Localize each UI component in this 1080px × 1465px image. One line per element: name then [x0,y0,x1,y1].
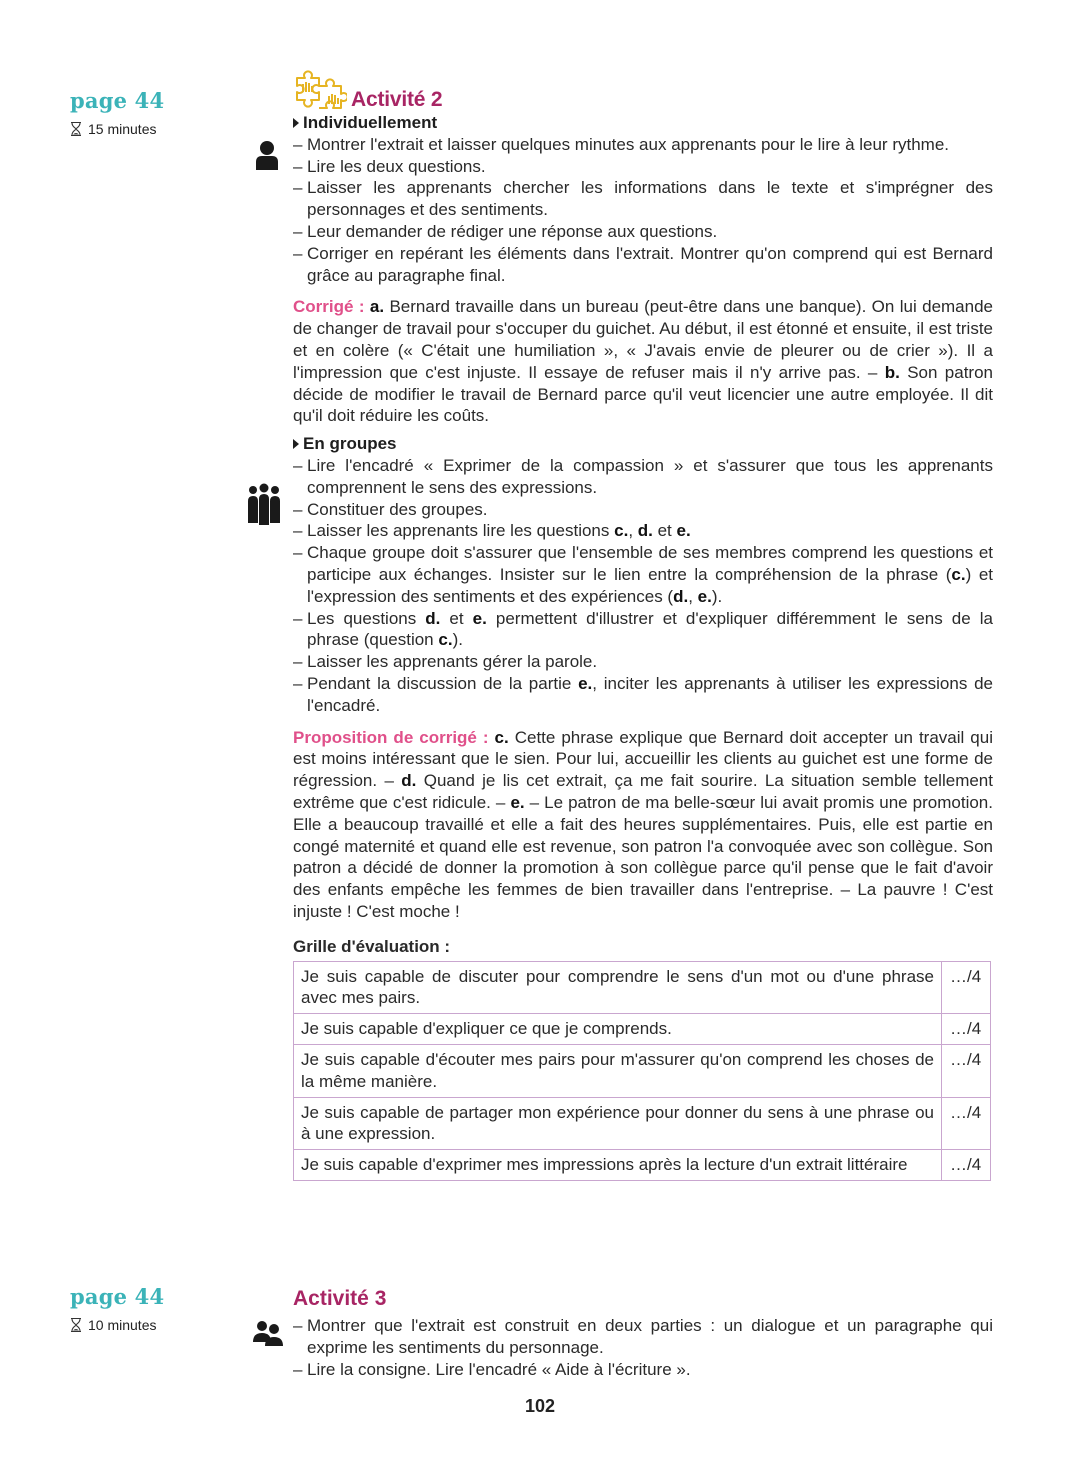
caret-right-icon [293,439,299,449]
list-item: – Constituer des groupes. [293,499,993,521]
activity-2-header [293,66,993,112]
table-row [294,961,991,1014]
list-item: – Leur demander de rédiger une réponse aux questions. [293,221,993,243]
criterion: Je suis capable de partager mon expérience pour donner du sens à une phrase ou à une expression. [294,1097,942,1150]
duration-text: 10 minutes [88,1317,157,1333]
activity-2 [293,66,993,1181]
table-row [294,1097,991,1150]
duration [70,121,240,137]
list-item: – Corriger en repérant les éléments dans l'extrait. Montrer qu'on comprend qui est Bernard grâce au paragraphe final. [293,243,993,287]
list-item: – Laisser les apprenants lire les questions c., d. et e. [293,520,993,542]
individual-list [293,134,993,287]
list-item: – Montrer que l'extrait est construit en deux parties : un dialogue et un paragraphe qui exprime les sentiments du personnage. [293,1315,993,1359]
page-number: 102 [524,1396,556,1416]
activity-title: Activité 2 [351,88,443,111]
criterion: Je suis capable d'exprimer mes impressions après la lecture d'un extrait littéraire [294,1150,942,1181]
list-item: – Lire l'encadré « Exprimer de la compassion » et s'assurer que tous les apprenants comprennent le sens des expressions. [293,455,993,499]
table-row [294,1014,991,1045]
criterion: Je suis capable d'écouter mes pairs pour m'assurer qu'on comprend les choses de la même manière. [294,1045,942,1098]
activity-3 [293,1287,993,1380]
table-row [294,1150,991,1181]
grid-title: Grille d'évaluation : [293,936,451,956]
groups-heading: En groupes [293,433,993,455]
activity-title: Activité 3 [293,1287,387,1310]
list-item: – Laisser les apprenants chercher les informations dans le texte et s'imprégner des personnages et des sentiments. [293,177,993,221]
caret-right-icon [293,118,299,128]
group-icon [247,483,281,525]
individual-heading: Individuellement [293,112,993,134]
evaluation-grid [293,961,991,1181]
person-icon [255,140,279,170]
criterion: Je suis capable d'expliquer ce que je comprends. [294,1014,942,1045]
proposition-label: Proposition de corrigé : [293,727,489,747]
list-item: – Pendant la discussion de la partie e., inciter les apprenants à utiliser les expressions de l'encadré. [293,673,993,717]
score: …/4 [942,961,991,1014]
page-reference: page 44 [70,88,165,113]
groups-list [293,455,993,717]
puzzle-hands-icon [293,66,347,112]
corrige-paragraph: Corrigé : a. Bernard travaille dans un bureau (peut-être dans une banque). On lui demande de changer de travail pour s'occuper du guichet. Au début, il est étonné et ensuite, il est triste et en colère (« C'était une humiliation », « J'avais envie de pleurer ou de crier »). Il a l'impression que c'est injuste. Il essaye de refuser mais il n'y arrive pas. – b. Son patron décide de modifier le travail de Bernard parce qu'il veut licencier une autre employée. Il dit qu'il doit réduire les coûts. [293,297,993,426]
score: …/4 [942,1045,991,1098]
pair-icon [253,1320,283,1346]
duration [70,1317,240,1333]
hourglass-icon [70,1318,82,1332]
list-item: – Lire la consigne. Lire l'encadré « Aide à l'écriture ». [293,1359,993,1381]
list-item: – Les questions d. et e. permettent d'illustrer et d'expliquer différemment le sens de la phrase (question c.). [293,608,993,652]
proposition-paragraph: Proposition de corrigé : c. Cette phrase explique que Bernard doit accepter un travail qui est moins intéressant que le sien. Pour lui, accueillir les clients au guichet est une forme de régression. – d. Quand je lis cet extrait, ça me fait sourire. La situation semble tellement extrême que c'est ridicule. – e. – Le patron de ma belle-sœur lui avait promis une promotion. Elle a beaucoup travaillé et elle a fait des heures supplémentaires. Puis, elle est partie en congé maternité et quand elle est revenue, son patron l'a convoquée avec son collègue. Son patron a décidé de donner la promotion à son collègue parce qu'il pense que le fait d'avoir des enfants empêche les femmes de bien travailler dans l'entreprise. – La pauvre ! C'est injuste ! C'est moche ! [293,727,993,921]
activity-3-list [293,1315,993,1380]
criterion: Je suis capable de discuter pour comprendre le sens d'un mot ou d'une phrase avec mes pairs. [294,961,942,1014]
score: …/4 [942,1150,991,1181]
list-item: – Chaque groupe doit s'assurer que l'ensemble de ses membres comprend les questions et participe aux échanges. Insister sur le lien entre la compréhension de la phrase (c.) et l'expression des sentiments et des expériences (d., e.). [293,542,993,607]
list-item: – Lire les deux questions. [293,156,993,178]
list-item: – Montrer l'extrait et laisser quelques minutes aux apprenants pour le lire à leur rythme. [293,134,993,156]
page-reference: page 44 [70,1284,165,1309]
table-row [294,1045,991,1098]
margin-activity-3 [70,1284,240,1333]
duration-text: 15 minutes [88,121,157,137]
score: …/4 [942,1097,991,1150]
score: …/4 [942,1014,991,1045]
list-item: – Laisser les apprenants gérer la parole. [293,651,993,673]
hourglass-icon [70,122,82,136]
margin-activity-2 [70,88,240,137]
corrige-label: Corrigé : [293,297,365,317]
